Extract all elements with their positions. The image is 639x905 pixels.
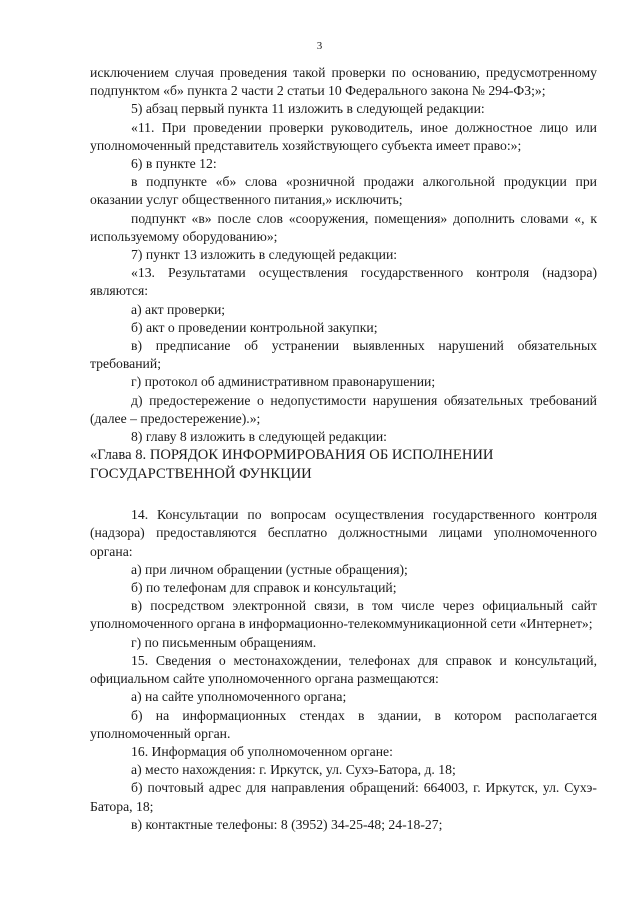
paragraph: 6) в пункте 12: [131,156,217,172]
paragraph: 16. Информация об уполномоченном органе: [131,743,393,759]
paragraph: 15. Сведения о местонахождении, телефонах для справок и консультаций, официальном сайте уполномоченного органа размещаются: [90,652,597,687]
paragraph: 14. Консультации по вопросам осуществления государственного контроля (надзора) предоставляются бесплатно должностными лицами уполномоченного органа: [90,507,597,559]
paragraph: а) на сайте уполномоченного органа; [131,689,347,705]
chapter-heading-line-1: «Глава 8. ПОРЯДОК ИНФОРМИРОВАНИЯ ОБ ИСПОЛНЕНИИ [90,447,494,464]
section-spacer [90,484,597,506]
paragraph: б) почтовый адрес для направления обращений: 664003, г. Иркутск, ул. Сухэ-Батора, 18; [90,780,597,814]
paragraph: 7) пункт 13 изложить в следующей редакции: [131,247,398,263]
paragraph: подпункт «в» после слов «сооружения, помещения» дополнить словами «, к используемому оборудованию»; [90,210,597,244]
paragraph: б) акт о проведении контрольной закупки; [131,319,378,335]
paragraph: а) место нахождения: г. Иркутск, ул. Сухэ-Батора, д. 18; [131,762,456,778]
paragraph: в) контактные телефоны: 8 (3952) 34-25-48; 24-18-27; [131,816,443,832]
paragraph: исключением случая проведения такой проверки по основанию, предусмотренному подпунктом «б» пункта 2 части 2 статьи 10 Федерального закона № 294-ФЗ;»; [90,65,597,99]
chapter-8-section [90,506,597,834]
amendments-section [90,64,597,446]
paragraph: а) при личном обращении (устные обращения); [131,561,408,577]
paragraph: в) посредством электронной связи, в том числе через официальный сайт уполномоченного органа в информационно-телекоммуникационной сети «Интернет»; [90,598,597,632]
paragraph: «11. При проведении проверки руководитель, иное должностное лицо или уполномоченный представитель хозяйствующего субъекта имеет право:»; [90,119,597,153]
paragraph: г) протокол об административном правонарушении; [131,374,436,390]
paragraph: в подпункте «б» слова «розничной продажи алкогольной продукции при оказании услуг общественного питания,» исключить; [90,174,597,208]
paragraph: 8) главу 8 изложить в следующей редакции: [131,429,387,445]
paragraph: б) на информационных стендах в здании, в котором располагается уполномоченный орган. [90,707,597,741]
paragraph: г) по письменным обращениям. [131,634,317,650]
paragraph: «13. Результатами осуществления государственного контроля (надзора) являются: [90,265,597,299]
paragraph: а) акт проверки; [131,301,226,317]
document-body [90,64,597,834]
paragraph: д) предостережение о недопустимости нарушения обязательных требований (далее – предостережение).»; [90,392,597,426]
page-number: 3 [316,40,323,52]
paragraph: б) по телефонам для справок и консультаций; [131,580,397,596]
chapter-heading-line-2: ГОСУДАРСТВЕННОЙ ФУНКЦИИ [90,466,312,483]
paragraph: 5) абзац первый пункта 11 изложить в следующей редакции: [131,101,485,117]
chapter-heading [90,446,597,484]
paragraph: в) предписание об устранении выявленных нарушений обязательных требований; [90,338,597,372]
